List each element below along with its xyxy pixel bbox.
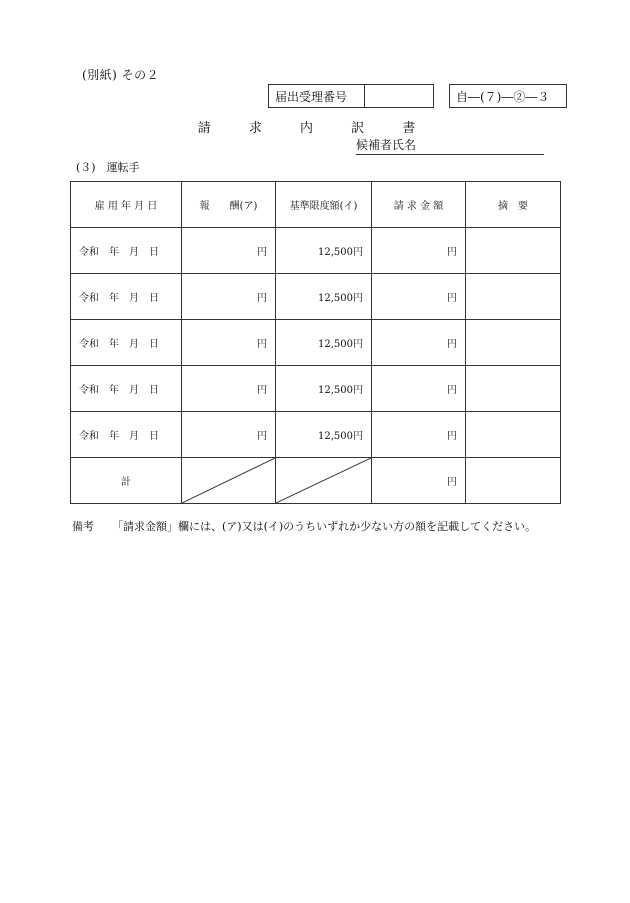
header-fee: 報 酬(ア) <box>182 182 276 228</box>
employment-date-cell[interactable]: 令和 年 月 日 <box>71 412 182 458</box>
employment-date-cell[interactable]: 令和 年 月 日 <box>71 366 182 412</box>
table-row <box>71 228 561 274</box>
table-header-row <box>71 182 561 228</box>
claim-cell[interactable]: 円 <box>372 320 466 366</box>
breakdown-table <box>70 181 561 504</box>
registration-number-label: 届出受理番号 <box>269 85 365 107</box>
limit-cell: 12,500円 <box>276 320 372 366</box>
table-row <box>71 366 561 412</box>
limit-cell: 12,500円 <box>276 412 372 458</box>
diagonal-slash-icon <box>276 458 371 503</box>
employment-date-cell[interactable]: 令和 年 月 日 <box>71 320 182 366</box>
attachment-label: (別紙) その２ <box>82 68 160 82</box>
table-row <box>71 320 561 366</box>
limit-cell: 12,500円 <box>276 274 372 320</box>
remarks-note <box>72 518 536 534</box>
limit-cell: 12,500円 <box>276 366 372 412</box>
fee-cell[interactable]: 円 <box>182 320 276 366</box>
limit-total-slash-cell <box>276 458 372 504</box>
header-employment-date: 雇 用 年 月 日 <box>71 182 182 228</box>
header-standard-limit: 基準限度額(イ) <box>276 182 372 228</box>
employment-date-cell[interactable]: 令和 年 月 日 <box>71 274 182 320</box>
title-char: 書 <box>402 121 416 136</box>
total-row <box>71 458 561 504</box>
registration-number-box <box>268 84 434 108</box>
fee-cell[interactable]: 円 <box>182 274 276 320</box>
note-heading: 備考 <box>72 520 94 533</box>
note-text: 「請求金額」欄には、(ア)又は(イ)のうちいずれか少ない方の額を記載してください。 <box>112 520 537 533</box>
title-char: 内 <box>299 121 313 136</box>
title-char: 求 <box>248 121 262 136</box>
title-char: 請 <box>197 121 211 136</box>
employment-date-cell[interactable]: 令和 年 月 日 <box>71 228 182 274</box>
remarks-total-cell[interactable] <box>466 458 561 504</box>
table-row <box>71 274 561 320</box>
form-code: 自―(７)―②―３ <box>449 84 567 108</box>
fee-cell[interactable]: 円 <box>182 412 276 458</box>
limit-cell: 12,500円 <box>276 228 372 274</box>
header-claim-amount: 請 求 金 額 <box>372 182 466 228</box>
document-title <box>0 117 630 136</box>
remarks-cell[interactable] <box>466 320 561 366</box>
claim-total-cell[interactable]: 円 <box>372 458 466 504</box>
candidate-name-field[interactable]: 候補者氏名 <box>356 136 544 155</box>
diagonal-slash-icon <box>182 458 275 503</box>
fee-total-slash-cell <box>182 458 276 504</box>
fee-cell[interactable]: 円 <box>182 228 276 274</box>
remarks-cell[interactable] <box>466 412 561 458</box>
total-label: 計 <box>71 458 182 504</box>
claim-cell[interactable]: 円 <box>372 274 466 320</box>
remarks-cell[interactable] <box>466 366 561 412</box>
claim-cell[interactable]: 円 <box>372 366 466 412</box>
section-label: (３) 運転手 <box>76 161 140 174</box>
remarks-cell[interactable] <box>466 228 561 274</box>
claim-cell[interactable]: 円 <box>372 228 466 274</box>
table-row <box>71 412 561 458</box>
claim-cell[interactable]: 円 <box>372 412 466 458</box>
remarks-cell[interactable] <box>466 274 561 320</box>
fee-cell[interactable]: 円 <box>182 366 276 412</box>
header-remarks: 摘 要 <box>466 182 561 228</box>
title-char: 訳 <box>351 121 365 136</box>
registration-number-field[interactable] <box>365 85 433 107</box>
